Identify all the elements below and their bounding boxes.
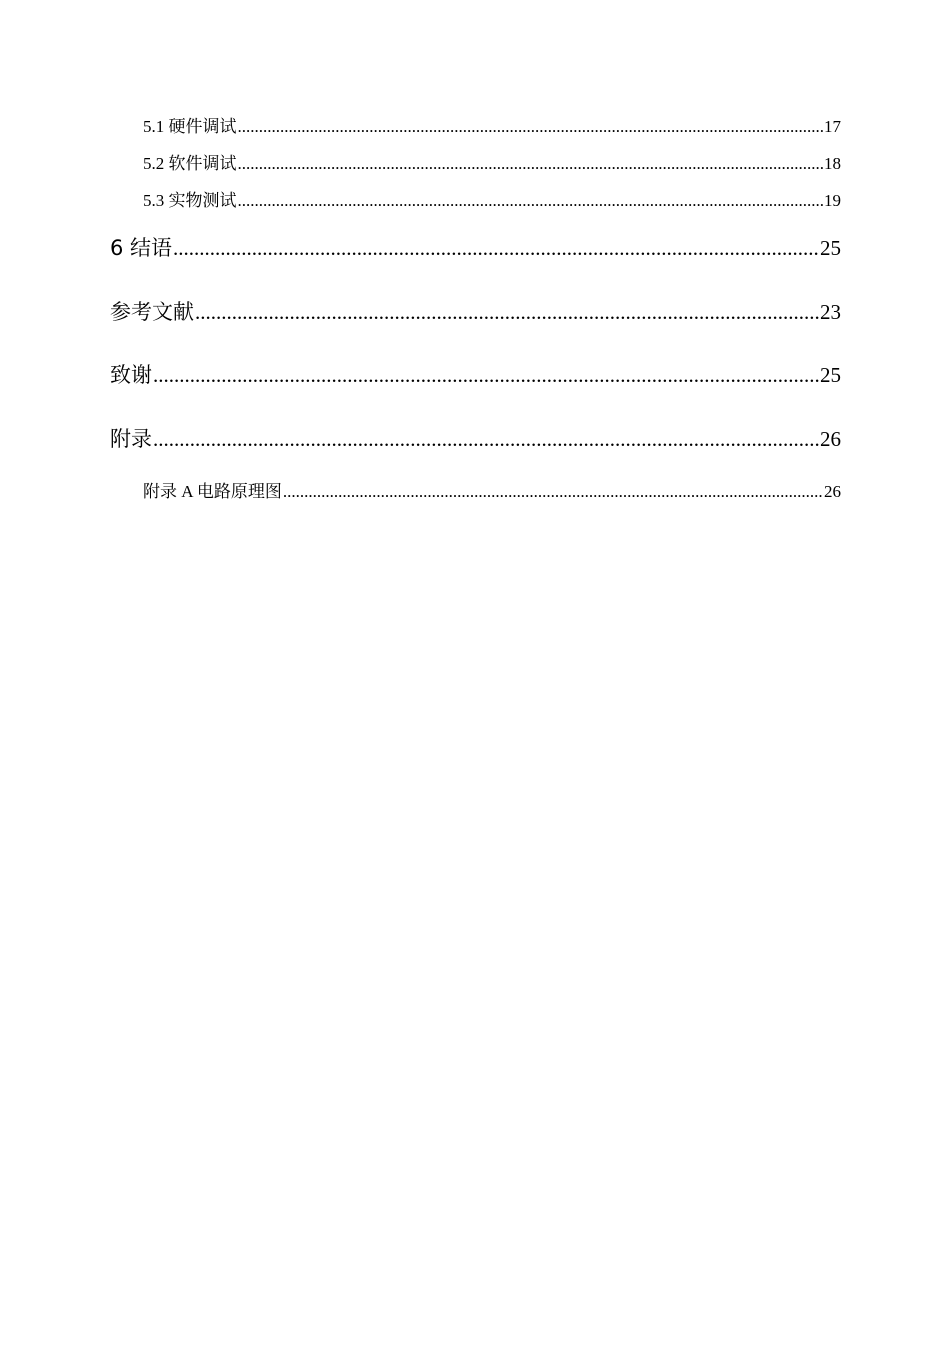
toc-entry-appendix[interactable] bbox=[110, 423, 841, 453]
toc-entry-page: 18 bbox=[824, 154, 841, 173]
toc-entry-page: 23 bbox=[820, 300, 841, 324]
dot-leader bbox=[238, 191, 824, 211]
toc-entry-5-3[interactable] bbox=[143, 186, 841, 211]
toc-entry-page: 26 bbox=[820, 427, 841, 451]
toc-entry-page: 25 bbox=[820, 236, 841, 260]
dot-leader bbox=[153, 363, 819, 388]
dot-leader bbox=[195, 300, 819, 325]
toc-entry-title: 5.1 硬件调试 bbox=[143, 117, 237, 136]
toc-entry-references[interactable] bbox=[110, 296, 841, 326]
toc-entry-page: 17 bbox=[824, 117, 841, 136]
dot-leader bbox=[238, 154, 824, 174]
toc-entry-5-1[interactable] bbox=[143, 112, 841, 137]
toc-entry-appendix-a[interactable] bbox=[143, 477, 841, 502]
dot-leader bbox=[283, 482, 823, 502]
toc-entry-page: 19 bbox=[824, 191, 841, 210]
toc-entry-page: 26 bbox=[824, 482, 841, 501]
toc-entry-title: 5.2 软件调试 bbox=[143, 154, 237, 173]
toc-entry-title: 参考文献 bbox=[110, 300, 194, 324]
toc-entry-title: 附录 A 电路原理图 bbox=[143, 482, 282, 501]
toc-entry-5-2[interactable] bbox=[143, 149, 841, 174]
dot-leader bbox=[238, 117, 824, 137]
toc-entry-title: 附录 bbox=[110, 427, 152, 451]
toc-entry-chapter-6[interactable] bbox=[110, 232, 841, 262]
dot-leader bbox=[173, 236, 819, 261]
toc-entry-page: 25 bbox=[820, 363, 841, 387]
dot-leader bbox=[153, 427, 819, 452]
toc-entry-title: 6 结语 bbox=[110, 236, 173, 260]
toc-entry-acknowledgements[interactable] bbox=[110, 359, 841, 389]
toc-entry-title: 致谢 bbox=[110, 363, 152, 387]
toc-entry-title: 5.3 实物测试 bbox=[143, 191, 237, 210]
